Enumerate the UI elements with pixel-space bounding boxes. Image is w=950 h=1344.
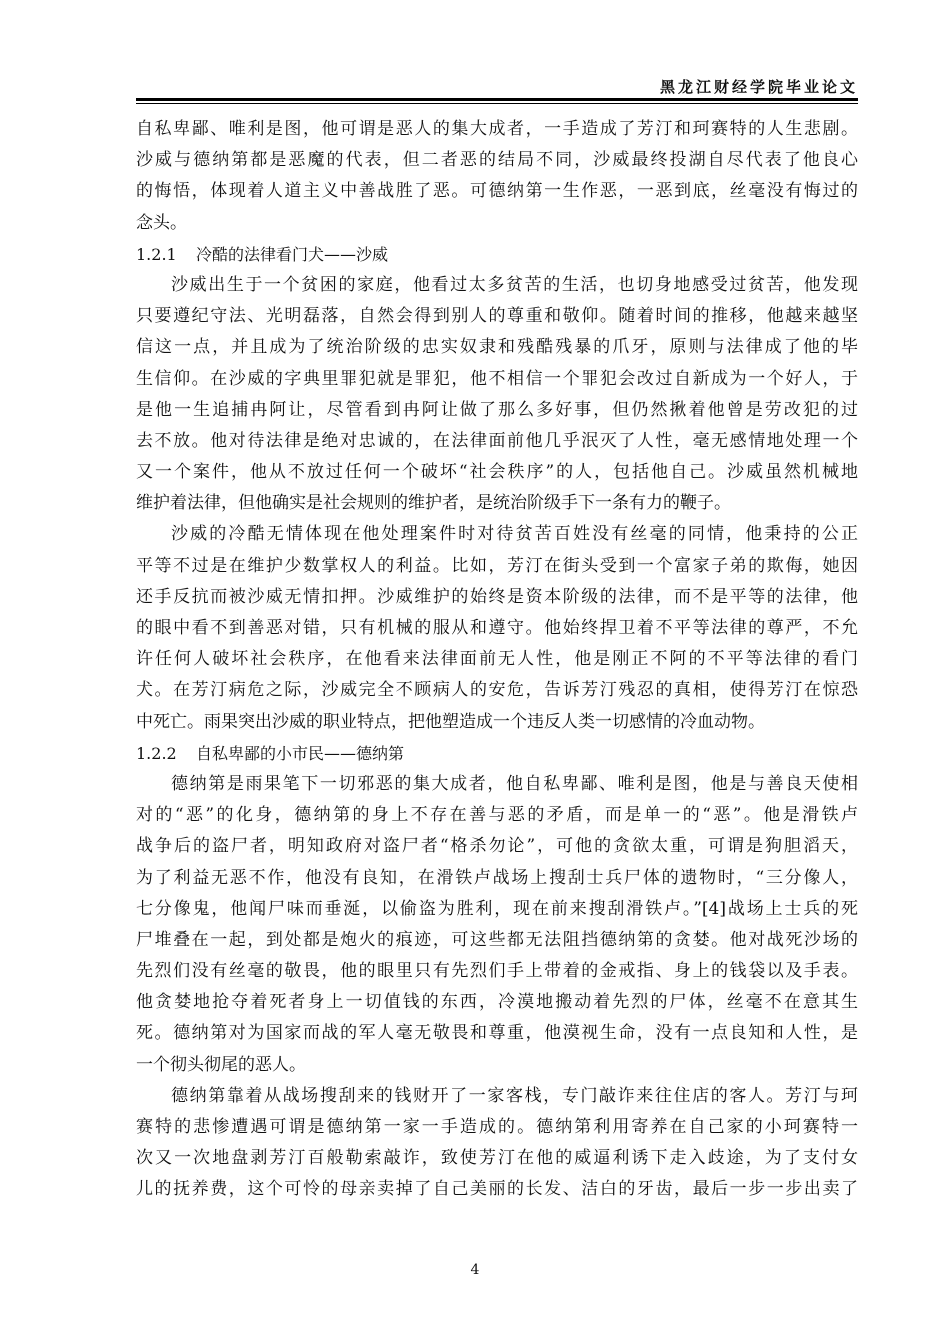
paragraph-first-line: 沙威出生于一个贫困的家庭，他看过太多贫苦的生活，也切身地感受过贫苦，他发现 (171, 274, 858, 295)
body-line: 死。德纳第对为国家而战的军人毫无敬畏和尊重，他漠视生命，没有一点良知和人性，是 (136, 1023, 858, 1044)
body-line: 念头。 (136, 212, 187, 233)
header-rule-thick (136, 98, 858, 101)
body-line: 信这一点，并且成为了统治阶级的忠实奴隶和残酷残暴的爪牙，原则与法律成了他的毕 (136, 337, 858, 358)
section-title: 冷酷的法律看门犬——沙威 (196, 244, 389, 264)
body-line: 生信仰。在沙威的字典里罪犯就是罪犯，他不相信一个罪犯会改过自新成为一个好人，于 (136, 368, 858, 389)
body-line: 自私卑鄙、唯利是图，他可谓是恶人的集大成者，一手造成了芳汀和珂赛特的人生悲剧。 (136, 119, 858, 139)
body-line: 只要遵纪守法、光明磊落，自然会得到别人的尊重和敬仰。随着时间的推移，他越来越坚 (136, 306, 858, 327)
paragraph-first-line: 德纳第是雨果笔下一切邪恶的集大成者，他自私卑鄙、唯利是图，他是与善良天使相 (171, 773, 858, 794)
section-number: 1.2.1 (136, 244, 177, 264)
section-title: 自私卑鄙的小市民——德纳第 (196, 743, 405, 763)
body-line: 还手反抗而被沙威无情扣押。沙威维护的始终是资本阶级的法律，而不是平等的法律，他 (136, 586, 858, 607)
section-number: 1.2.2 (136, 743, 177, 763)
section-heading-1-2-1 (136, 239, 858, 270)
body-line: 沙威与德纳第都是恶魔的代表，但二者恶的结局不同，沙威最终投湖自尽代表了他良心 (136, 150, 858, 171)
body-line: 为了利益无恶不作，他没有良知，在滑铁卢战场上搜刮士兵尸体的遗物时，“三分像人， (136, 867, 858, 888)
page-body (136, 114, 858, 1206)
paragraph-first-line: 德纳第靠着从战场搜刮来的钱财开了一家客栈，专门敲诈来往住店的客人。芳汀与珂 (171, 1085, 858, 1106)
body-line: 去不放。他对待法律是绝对忠诚的，在法律面前他几乎泯灭了人性，毫无感情地处理一个 (136, 430, 858, 451)
body-line: 犬。在芳汀病危之际，沙威完全不顾病人的安危，告诉芳汀残忍的真相，使得芳汀在惊恐 (136, 680, 858, 701)
body-line: 七分像鬼，他闻尸味而垂涎，以偷盗为胜利，现在前来搜刮滑铁卢。”[4]战场上士兵的死 (136, 898, 858, 919)
body-line: 平等不过是在维护少数掌权人的利益。比如，芳汀在街头受到一个富家子弟的欺侮，她因 (136, 555, 858, 576)
body-line: 维护着法律，但他确实是社会规则的维护者，是统治阶级手下一条有力的鞭子。 (136, 493, 731, 514)
body-line: 对的“恶”的化身，德纳第的身上不存在善与恶的矛盾，而是单一的“恶”。他是滑铁卢 (136, 805, 858, 826)
section-heading-1-2-2 (136, 738, 858, 769)
paragraph-first-line: 沙威的冷酷无情体现在他处理案件时对待贫苦百姓没有丝毫的同情，他秉持的公正 (171, 524, 858, 545)
body-line: 他贪婪地抢夺着死者身上一切值钱的东西，冷漠地搬动着先烈的尸体，丝毫不在意其生 (136, 992, 858, 1013)
body-line: 儿的抚养费，这个可怜的母亲卖掉了自己美丽的长发、洁白的牙齿，最后一步一步出卖了 (136, 1179, 858, 1200)
body-line: 许任何人破坏社会秩序，在他看来法律面前无人性，他是刚正不阿的不平等法律的看门 (136, 649, 858, 670)
body-line: 次又一次地盘剥芳汀百般勒索敲诈，致使芳汀在他的威逼利诱下走入歧途，为了支付女 (136, 1148, 858, 1169)
body-line: 的悔悟，体现着人道主义中善战胜了恶。可德纳第一生作恶，一恶到底，丝毫没有悔过的 (136, 181, 858, 202)
body-line: 中死亡。雨果突出沙威的职业特点，把他塑造成一个违反人类一切感情的冷血动物。 (136, 711, 765, 732)
body-line: 尸堆叠在一起，到处都是炮火的痕迹，可这些都无法阻挡德纳第的贪婪。他对战死沙场的 (136, 929, 858, 950)
header-rule-thin (136, 103, 858, 104)
body-line: 的眼中看不到善恶对错，只有机械的服从和遵守。他始终捍卫着不平等法律的尊严，不允 (136, 618, 858, 638)
body-line: 一个彻头彻尾的恶人。 (136, 1054, 306, 1075)
body-line: 又一个案件，他从不放过任何一个破坏“社会秩序”的人，包括他自己。沙威虽然机械地 (136, 462, 858, 483)
running-header: 黑龙江财经学院毕业论文 (659, 78, 858, 96)
body-line: 是他一生追捕冉阿让，尽管看到冉阿让做了那么多好事，但仍然揪着他曾是劳改犯的过 (136, 399, 858, 420)
page-number: 4 (470, 1262, 480, 1278)
body-line: 赛特的悲惨遭遇可谓是德纳第一家一手造成的。德纳第利用寄养在自己家的小珂赛特一 (136, 1117, 858, 1137)
body-line: 先烈们没有丝毫的敬畏，他的眼里只有先烈们手上带着的金戒指、身上的钱袋以及手表。 (136, 961, 858, 982)
body-line: 战争后的盗尸者，明知政府对盗尸者“格杀勿论”，可他的贪欲太重，可谓是狗胆滔天， (136, 836, 858, 857)
